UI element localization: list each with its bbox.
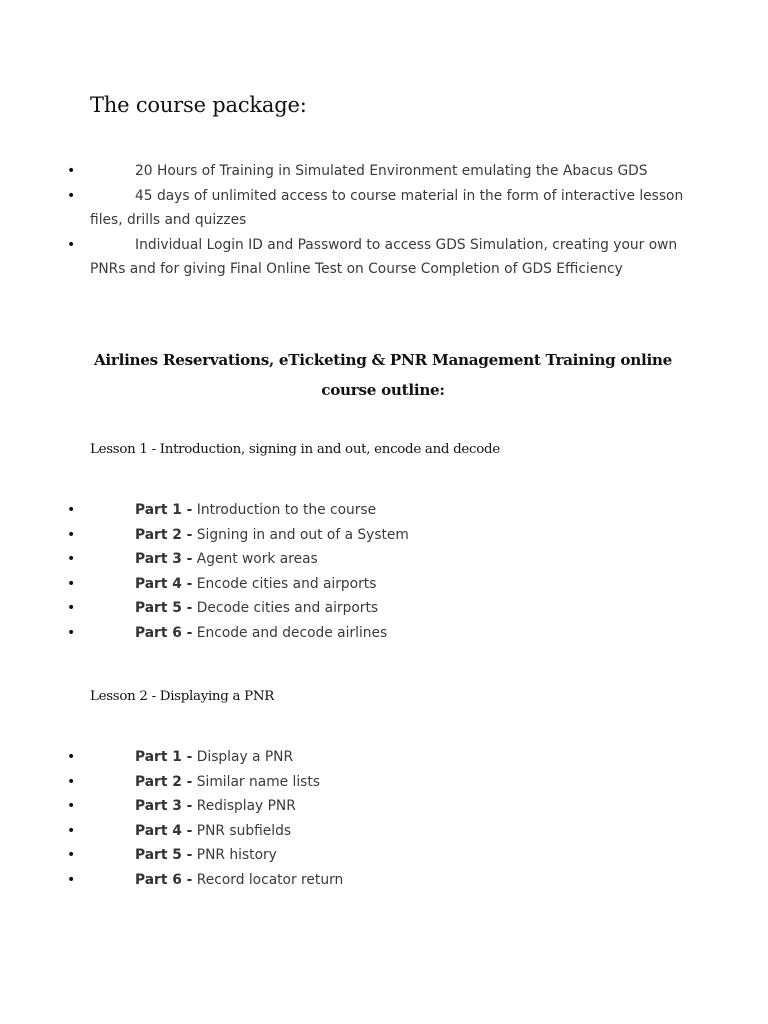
part-label: Part 2 - <box>135 526 193 543</box>
part-text: Encode and decode airlines <box>196 624 388 641</box>
bullet-icon: • <box>67 575 76 592</box>
bullet-icon: • <box>67 163 76 179</box>
lesson-2-title: Lesson 2 - Displaying a PNR <box>90 689 275 704</box>
part-label: Part 2 - <box>135 773 193 790</box>
lesson-1-parts-list <box>67 498 690 646</box>
package-item <box>67 233 690 282</box>
bullet-icon: • <box>67 749 76 765</box>
bullet-icon: • <box>67 822 76 839</box>
bullet-icon: • <box>67 236 76 253</box>
bullet-icon: • <box>67 502 76 518</box>
package-item-text: 20 Hours of Training in Simulated Environment emulating the Abacus GDS <box>135 163 648 179</box>
bullet-icon: • <box>67 526 76 543</box>
part-text: Signing in and out of a System <box>196 526 409 543</box>
part-label: Part 4 - <box>135 575 193 592</box>
part-text: Introduction to the course <box>196 502 377 518</box>
lesson-part-item <box>67 745 690 770</box>
bullet-icon: • <box>67 600 76 617</box>
bullet-icon: • <box>67 551 76 568</box>
lesson-part-item <box>67 572 690 597</box>
part-text: Redisplay PNR <box>196 798 296 815</box>
part-text: Encode cities and airports <box>196 575 377 592</box>
lesson-part-item <box>67 523 690 548</box>
course-package-list <box>67 159 690 282</box>
bullet-icon: • <box>67 798 76 815</box>
bullet-icon: • <box>67 187 76 204</box>
course-outline-heading: Airlines Reservations, eTicketing & PNR Management Training online course outline: <box>93 351 673 399</box>
course-package-title: The course package: <box>90 93 307 117</box>
lesson-2-parts-list <box>67 745 690 893</box>
bullet-icon: • <box>67 624 76 641</box>
part-text: Agent work areas <box>196 551 318 568</box>
lesson-part-item <box>67 843 690 868</box>
part-text: Decode cities and airports <box>196 600 379 617</box>
bullet-icon: • <box>67 847 76 864</box>
part-text: PNR history <box>196 847 277 864</box>
part-text: PNR subfields <box>196 822 292 839</box>
part-label: Part 6 - <box>135 624 193 641</box>
lesson-part-item <box>67 819 690 844</box>
package-item-text: 45 days of unlimited access to course material in the form of interactive lesson files, drills and quizzes <box>90 187 684 229</box>
part-text: Display a PNR <box>196 749 294 765</box>
package-item <box>67 184 690 233</box>
part-label: Part 1 - <box>135 502 193 518</box>
package-item-text: Individual Login ID and Password to access GDS Simulation, creating your own PNRs and for giving Final Online Test on Course Completion of GDS Efficiency <box>90 236 678 278</box>
lesson-part-item <box>67 794 690 819</box>
part-label: Part 1 - <box>135 749 193 765</box>
bullet-icon: • <box>67 871 76 888</box>
lesson-part-item <box>67 596 690 621</box>
part-label: Part 3 - <box>135 798 193 815</box>
part-label: Part 5 - <box>135 600 193 617</box>
part-text: Record locator return <box>196 871 344 888</box>
part-label: Part 5 - <box>135 847 193 864</box>
lesson-part-item <box>67 547 690 572</box>
part-label: Part 4 - <box>135 822 193 839</box>
lesson-part-item <box>67 770 690 795</box>
lesson-1-title: Lesson 1 - Introduction, signing in and out, encode and decode <box>90 442 500 457</box>
lesson-part-item <box>67 498 690 523</box>
part-text: Similar name lists <box>196 773 320 790</box>
lesson-part-item <box>67 868 690 893</box>
lesson-part-item <box>67 621 690 646</box>
part-label: Part 6 - <box>135 871 193 888</box>
bullet-icon: • <box>67 773 76 790</box>
part-label: Part 3 - <box>135 551 193 568</box>
package-item <box>67 159 690 184</box>
